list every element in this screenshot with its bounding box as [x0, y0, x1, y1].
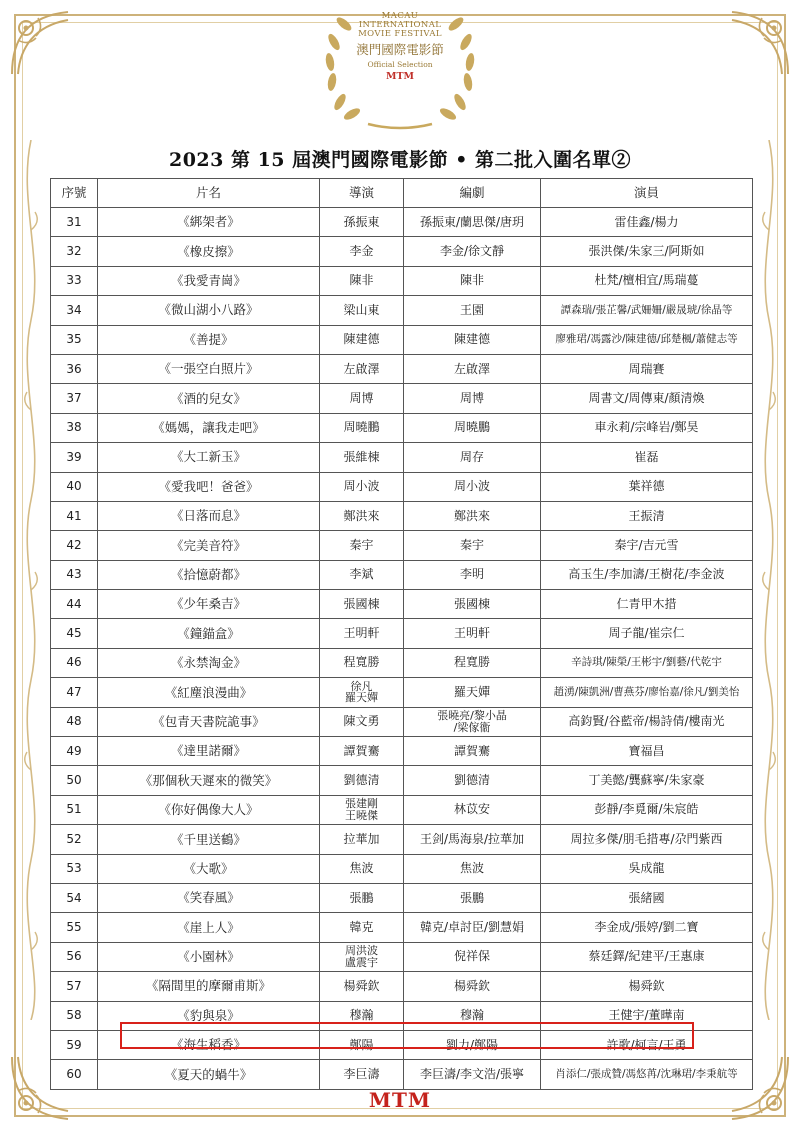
- cell-number: 44: [51, 590, 98, 619]
- cell-director: 梁山東: [320, 296, 404, 325]
- cell-writer: 王明軒: [404, 619, 541, 648]
- cell-director: 孫振東: [320, 208, 404, 237]
- cell-director: 焦波: [320, 854, 404, 883]
- header-writer: 編劇: [404, 179, 541, 208]
- cell-film: 《永禁淘金》: [98, 648, 320, 677]
- cell-film: 《崖上人》: [98, 913, 320, 942]
- table-row: [51, 531, 753, 560]
- table-row: [51, 913, 753, 942]
- cell-cast: 彭靜/李覓爾/朱宸皓: [541, 795, 753, 824]
- cell-director: 李斌: [320, 560, 404, 589]
- cell-writer: 劉德清: [404, 766, 541, 795]
- cell-writer: 王園: [404, 296, 541, 325]
- cell-film: 《你好偶像大人》: [98, 795, 320, 824]
- cell-film: 《善提》: [98, 325, 320, 354]
- table-row: [51, 854, 753, 883]
- selection-table: [50, 178, 753, 1090]
- cell-cast: 秦宇/吉元雪: [541, 531, 753, 560]
- header-film: 片名: [98, 179, 320, 208]
- cell-number: 37: [51, 384, 98, 413]
- cell-writer: 周小波: [404, 472, 541, 501]
- cell-number: 38: [51, 413, 98, 442]
- cell-writer: 李明: [404, 560, 541, 589]
- table-row: [51, 384, 753, 413]
- cell-number: 47: [51, 678, 98, 707]
- cell-writer: 張曉亮/黎小晶 /梁傢衞: [404, 707, 541, 736]
- table-row: [51, 590, 753, 619]
- cell-writer: 楊舜欽: [404, 972, 541, 1001]
- cell-film: 《包青天書院詭事》: [98, 707, 320, 736]
- cell-writer: 左啟澤: [404, 354, 541, 383]
- cell-cast: 吳成龍: [541, 854, 753, 883]
- cell-film: 《日落而息》: [98, 501, 320, 530]
- table-row: [51, 972, 753, 1001]
- cell-cast: 肖添仁/張成贊/馮悠苒/沈琳珺/李秉航等: [541, 1060, 753, 1089]
- table-row: [51, 266, 753, 295]
- table-row: [51, 472, 753, 501]
- table-row: [51, 443, 753, 472]
- cell-film: 《大歌》: [98, 854, 320, 883]
- cell-cast: 許歌/柯言/王勇: [541, 1030, 753, 1059]
- table-row: [51, 501, 753, 530]
- logo-line-movie-festival: MOVIE FESTIVAL: [358, 28, 442, 39]
- cell-film: 《橡皮擦》: [98, 237, 320, 266]
- cell-director: 鄭陽: [320, 1030, 404, 1059]
- cell-writer: 王剑/馬海泉/拉華加: [404, 825, 541, 854]
- cell-number: 34: [51, 296, 98, 325]
- cell-director: 秦宇: [320, 531, 404, 560]
- cell-writer: 焦波: [404, 854, 541, 883]
- cell-cast: 仁青甲木措: [541, 590, 753, 619]
- cell-cast: 周拉多傑/朋毛措專/尕門紫西: [541, 825, 753, 854]
- cell-director: 劉德清: [320, 766, 404, 795]
- table-row: [51, 766, 753, 795]
- table-row: [51, 942, 753, 971]
- cell-number: 60: [51, 1060, 98, 1089]
- side-scroll-ornament-icon: [754, 140, 784, 1020]
- cell-film: 《拾憶蔚都》: [98, 560, 320, 589]
- cell-writer: 孫振東/蘭思傑/唐玥: [404, 208, 541, 237]
- table-row: [51, 237, 753, 266]
- cell-writer: 李巨濤/李文浩/張寧: [404, 1060, 541, 1089]
- cell-film: 《千里送鶴》: [98, 825, 320, 854]
- cell-cast: 王振清: [541, 501, 753, 530]
- logo-chinese-name: 澳門國際電影節: [356, 41, 444, 57]
- cell-writer: 張國棟: [404, 590, 541, 619]
- cell-number: 59: [51, 1030, 98, 1059]
- cell-number: 50: [51, 766, 98, 795]
- cell-director: 韓克: [320, 913, 404, 942]
- cell-director: 拉華加: [320, 825, 404, 854]
- cell-film: 《大工新玉》: [98, 443, 320, 472]
- cell-cast: 高玉生/李加濤/王樹花/李金波: [541, 560, 753, 589]
- cell-number: 51: [51, 795, 98, 824]
- cell-film: 《紅塵浪漫曲》: [98, 678, 320, 707]
- cell-writer: 李金/徐文靜: [404, 237, 541, 266]
- cell-director: 張國棟: [320, 590, 404, 619]
- cell-number: 54: [51, 883, 98, 912]
- cell-number: 52: [51, 825, 98, 854]
- cell-film: 《微山湖小八路》: [98, 296, 320, 325]
- cell-writer: 周博: [404, 384, 541, 413]
- cell-film: 《豹與泉》: [98, 1001, 320, 1030]
- cell-writer: 林苡安: [404, 795, 541, 824]
- table-row: [51, 1060, 753, 1089]
- table-row: [51, 413, 753, 442]
- side-scroll-ornament-icon: [16, 140, 46, 1020]
- table-row: [51, 619, 753, 648]
- cell-writer: 鄭洪來: [404, 501, 541, 530]
- cell-film: 《那個秋天遲來的微笑》: [98, 766, 320, 795]
- table-row: [51, 825, 753, 854]
- cell-director: 左啟澤: [320, 354, 404, 383]
- cell-number: 55: [51, 913, 98, 942]
- cell-director: 王明軒: [320, 619, 404, 648]
- cell-director: 鄭洪來: [320, 501, 404, 530]
- cell-director: 徐凡 羅天嬋: [320, 678, 404, 707]
- cell-director: 周曉鵬: [320, 413, 404, 442]
- cell-number: 36: [51, 354, 98, 383]
- cell-writer: 劉力/鄭陽: [404, 1030, 541, 1059]
- cell-number: 40: [51, 472, 98, 501]
- corner-ornament-icon: [8, 8, 78, 78]
- festival-logo: [340, 12, 460, 82]
- logo-brand: MTM: [385, 70, 415, 82]
- corner-ornament-icon: [722, 8, 792, 78]
- cell-director: 李巨濤: [320, 1060, 404, 1089]
- cell-film: 《酒的兒女》: [98, 384, 320, 413]
- cell-writer: 陳建德: [404, 325, 541, 354]
- cell-number: 43: [51, 560, 98, 589]
- cell-cast: 張緒國: [541, 883, 753, 912]
- cell-number: 35: [51, 325, 98, 354]
- cell-number: 33: [51, 266, 98, 295]
- table-row: [51, 325, 753, 354]
- cell-number: 32: [51, 237, 98, 266]
- cell-film: 《夏天的蝸牛》: [98, 1060, 320, 1089]
- cell-director: 陳文勇: [320, 707, 404, 736]
- table-row: [51, 208, 753, 237]
- cell-writer: 程寬勝: [404, 648, 541, 677]
- cell-writer: 韓克/卓討臣/劉慧娟: [404, 913, 541, 942]
- cell-number: 48: [51, 707, 98, 736]
- cell-film: 《少年桑吉》: [98, 590, 320, 619]
- cell-number: 57: [51, 972, 98, 1001]
- cell-director: 周洪波 盧震宇: [320, 942, 404, 971]
- cell-director: 李金: [320, 237, 404, 266]
- header-number: 序號: [51, 179, 98, 208]
- cell-writer: 張鵬: [404, 883, 541, 912]
- cell-number: 46: [51, 648, 98, 677]
- cell-writer: 羅天嬋: [404, 678, 541, 707]
- cell-writer: 周曉鵬: [404, 413, 541, 442]
- cell-director: 張建剛 王曉傑: [320, 795, 404, 824]
- cell-film: 《笑春風》: [98, 883, 320, 912]
- cell-cast: 李金成/張婷/劉二寶: [541, 913, 753, 942]
- highlight-box: [120, 1022, 694, 1049]
- cell-number: 41: [51, 501, 98, 530]
- table-row: [51, 737, 753, 766]
- cell-director: 楊舜欽: [320, 972, 404, 1001]
- logo-line-macau: MACAU: [381, 11, 419, 21]
- cell-cast: 車永莉/宗峰岩/鄭昊: [541, 413, 753, 442]
- cell-writer: 穆瀚: [404, 1001, 541, 1030]
- page-title: 2023 第 15 屆澳門國際電影節 • 第二批入圍名單②: [168, 149, 632, 171]
- cell-director: 周博: [320, 384, 404, 413]
- cell-director: 陳非: [320, 266, 404, 295]
- cell-number: 31: [51, 208, 98, 237]
- logo-line-international: INTERNATIONAL: [358, 19, 442, 30]
- cell-cast: 蔡廷鐸/紀建平/王惠康: [541, 942, 753, 971]
- cell-film: 《我愛青崗》: [98, 266, 320, 295]
- table-row: [51, 560, 753, 589]
- logo-official-selection: Official Selection: [367, 59, 433, 69]
- cell-number: 58: [51, 1001, 98, 1030]
- cell-writer: 陳非: [404, 266, 541, 295]
- cell-cast: 譚森瑞/張芷馨/武姍姍/嚴晟琥/徐晶等: [541, 296, 753, 325]
- cell-cast: 高鈞賢/谷藍帝/楊詩倩/樓南光: [541, 707, 753, 736]
- cell-film: 《綁架者》: [98, 208, 320, 237]
- table-row: [51, 354, 753, 383]
- cell-director: 陳建德: [320, 325, 404, 354]
- cell-writer: 譚賀騫: [404, 737, 541, 766]
- cell-film: 《媽媽，讓我走吧》: [98, 413, 320, 442]
- cell-cast: 寶福昌: [541, 737, 753, 766]
- cell-cast: 廖雅珺/馮露沙/陳建德/邱楚楓/蕭健志等: [541, 325, 753, 354]
- cell-director: 譚賀騫: [320, 737, 404, 766]
- cell-cast: 葉祥德: [541, 472, 753, 501]
- table-row: [51, 678, 753, 707]
- cell-number: 56: [51, 942, 98, 971]
- table-header-row: [51, 179, 753, 208]
- cell-film: 《隔間里的摩爾甫斯》: [98, 972, 320, 1001]
- cell-director: 周小波: [320, 472, 404, 501]
- cell-cast: 周瑞賽: [541, 354, 753, 383]
- cell-film: 《海生稻香》: [98, 1030, 320, 1059]
- cell-film: 《愛我吧！爸爸》: [98, 472, 320, 501]
- cell-writer: 倪祥保: [404, 942, 541, 971]
- cell-number: 45: [51, 619, 98, 648]
- cell-cast: 王健宇/董曄南: [541, 1001, 753, 1030]
- cell-cast: 趙湧/陳凱洲/曹燕芬/廖怡嘉/徐凡/劉美怡: [541, 678, 753, 707]
- table-row: [51, 296, 753, 325]
- cell-director: 穆瀚: [320, 1001, 404, 1030]
- table-row: [51, 648, 753, 677]
- cell-cast: 辛詩琪/陳榮/王彬宇/劉藝/代乾宇: [541, 648, 753, 677]
- cell-number: 49: [51, 737, 98, 766]
- cell-cast: 楊舜欽: [541, 972, 753, 1001]
- cell-cast: 周子龍/崔宗仁: [541, 619, 753, 648]
- table-row: [51, 795, 753, 824]
- footer-brand: MTM: [368, 1088, 432, 1112]
- cell-film: 《小園林》: [98, 942, 320, 971]
- cell-film: 《達里諾爾》: [98, 737, 320, 766]
- cell-film: 《完美音符》: [98, 531, 320, 560]
- cell-cast: 丁美懿/龔蘇寧/朱家豪: [541, 766, 753, 795]
- cell-cast: 杜梵/檀相宜/馬瑞蔓: [541, 266, 753, 295]
- cell-cast: 周書文/周傳東/顏清煥: [541, 384, 753, 413]
- header-cast: 演員: [541, 179, 753, 208]
- cell-cast: 崔磊: [541, 443, 753, 472]
- cell-number: 39: [51, 443, 98, 472]
- cell-director: 程寬勝: [320, 648, 404, 677]
- cell-number: 53: [51, 854, 98, 883]
- cell-cast: 張洪傑/朱家三/阿斯如: [541, 237, 753, 266]
- cell-number: 42: [51, 531, 98, 560]
- cell-director: 張維棟: [320, 443, 404, 472]
- cell-writer: 周存: [404, 443, 541, 472]
- cell-film: 《鐘錨盒》: [98, 619, 320, 648]
- table-row: [51, 707, 753, 736]
- cell-film: 《一張空白照片》: [98, 354, 320, 383]
- cell-writer: 秦宇: [404, 531, 541, 560]
- table-row: [51, 883, 753, 912]
- cell-cast: 雷佳鑫/楊力: [541, 208, 753, 237]
- header-director: 導演: [320, 179, 404, 208]
- cell-director: 張鵬: [320, 883, 404, 912]
